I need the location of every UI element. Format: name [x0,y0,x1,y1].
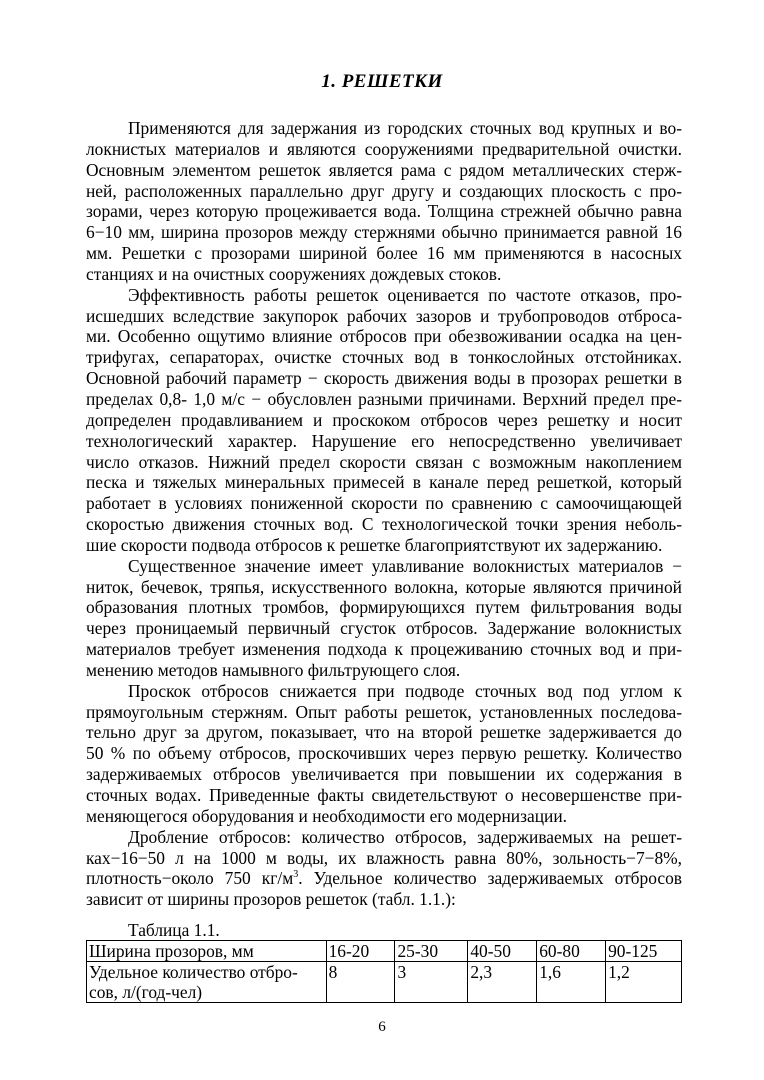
table-cell: 3 [395,962,468,1003]
superscript: 3 [293,869,299,881]
text-line: допределен продавливанием и проскоком отбросов через решетку и носит [86,409,682,430]
text-line: Применяются для задержания из городских сточных вод крупных и во- [128,118,682,138]
table-cell: 90-125 [606,941,682,962]
table-cell: 8 [326,962,395,1003]
text-line: задерживаемых отбросов увеличивается при повышении их содержания в [86,764,682,785]
text-line: Основным элементом решеток является рама с рядом металлических стерж- [86,159,682,180]
section-title: 1. РЕШЕТКИ [321,71,443,92]
text-line: шие скорости подвода отбросов к решетке благоприятствуют их задержанию. [86,534,663,555]
table-row-label: Ширина прозоров, мм [87,941,327,962]
table-cell: 16-20 [326,941,395,962]
text-line: 50 % по объему отбросов, проскочивших через первую решетку. Количество [86,743,682,764]
text-line: ней, расположенных параллельно друг другу и создающих плоскость с про- [86,180,682,201]
text-line: Основной рабочий параметр − скорость движения воды в прозорах решетки в [86,368,682,389]
text-line: зорами, через которую процеживается вода. Толщина стрежней обычно равна [86,201,682,222]
text-line: тельно друг за другом, показывает, что на второй решетке задерживается до [86,722,682,743]
text-line: песка и тяжелых минеральных примесей в канале перед решеткой, который [86,472,682,493]
density-tail-text: . Удельное количество задерживаемых отбросов [298,868,682,889]
text-line: Существенное значение имеет улавливание волокнистых материалов − [128,555,682,576]
text-line: Дробление отбросов: количество отбросов, задерживаемых на решет- [128,826,682,847]
page-number: 6 [378,1019,386,1035]
table-cell: 40-50 [468,941,537,962]
density-text: плотность−около 750 кг/м [86,868,294,889]
text-line: исшедших вследствие закупорок рабочих зазоров и трубопроводов отброса- [86,305,682,326]
label-line: Удельное количество отбро- [89,962,298,982]
table-cell: 2,3 [468,962,537,1003]
text-line: пределах 0,8- 1,0 м/с − обусловлен разными причинами. Верхний предел пре- [86,388,682,409]
text-line: трифугах, сепараторах, очистке сточных вод в тонкослойных отстойниках. [86,347,682,368]
table-cell: 1,2 [606,962,682,1003]
text-line: через проницаемый первичный сгусток отбросов. Задержание волокнистых [86,618,682,639]
table-cell: 60-80 [537,941,606,962]
table-row [87,941,682,962]
text-line: работает в условиях пониженной скорости по сравнению с самоочищающей [86,493,682,514]
table-row-label [87,962,327,1003]
text-line: меняющегося оборудования и необходимости его модернизации. [86,805,567,826]
paragraph-2 [86,285,682,556]
text-line: ми. Особенно ощутимо влияние отбросов при обезвоживании осадка на цен- [86,326,682,347]
table-cell: 25-30 [395,941,468,962]
text-line: зависит от ширины прозоров решеток (табл. 1.1.): [86,889,456,910]
text-line [86,868,682,889]
text-line: образования плотных тромбов, формирующихся путем фильтрования воды [86,597,682,618]
text-line: скоростью движения сточных вод. С технологической точки зрения неболь- [86,514,682,535]
paragraph-5 [86,827,682,910]
text-line: станциях и на очистных сооружениях дождевых стоков. [86,263,502,284]
text-line: технологический характер. Нарушение его непосредственно увеличивает [86,430,682,451]
text-line: менению методов намывного фильтрующего слоя. [86,659,461,680]
text-line: сточных водах. Приведенные факты свидетельствуют о несовершенстве при- [86,785,682,805]
text-line: прямоугольным стержням. Опыт работы решеток, установленных последова- [86,701,682,722]
text-line: число отказов. Нижний предел скорости связан с возможным накоплением [86,451,682,472]
label-line: сов, л/(год-чел) [89,982,203,1002]
text-line: 6−10 мм, ширина прозоров между стержнями обычно принимается равной 16 [86,222,682,243]
text-line: ках−16−50 л на 1000 м воды, их влажность равна 80%, зольность−7−8%, [86,847,682,868]
data-table [86,940,682,1003]
table-caption: Таблица 1.1. [128,920,220,940]
text-line: материалов требует изменения подхода к процеживанию сточных вод и при- [86,639,682,660]
body-text [86,118,682,910]
table-cell: 1,6 [537,962,606,1003]
text-line: Проскок отбросов снижается при подводе сточных вод под углом к [128,680,682,701]
text-line: мм. Решетки с прозорами шириной более 16 мм применяются в насосных [86,243,682,264]
text-line: Эффективность работы решеток оценивается по частоте отказов, про- [128,284,682,305]
paragraph-1 [86,118,682,285]
paragraph-4 [86,681,682,827]
text-line: локнистых материалов и являются сооружениями предварительной очистки. [86,138,682,159]
paragraph-3 [86,556,682,681]
text-line: ниток, бечевок, тряпья, искусственного волокна, которые являются причиной [86,576,682,597]
table-row [87,962,682,1003]
